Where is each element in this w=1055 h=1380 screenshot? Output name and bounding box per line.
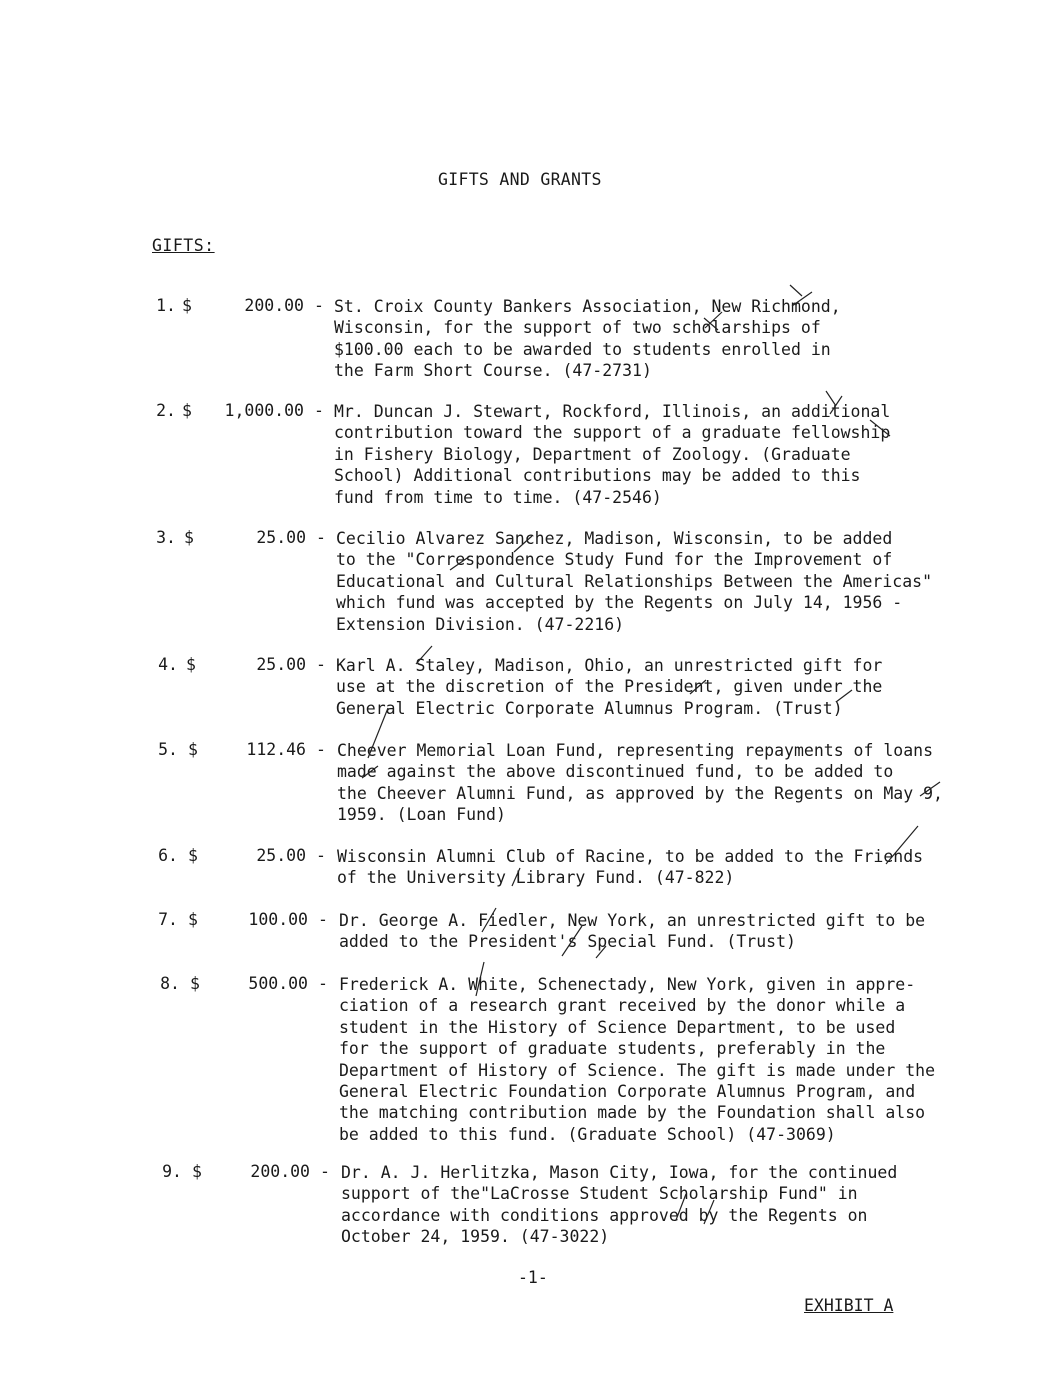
description-line: General Electric Corporate Alumnus Program. (Trust) xyxy=(336,698,843,718)
exhibit-label: EXHIBIT A xyxy=(804,1296,894,1315)
gift-description xyxy=(337,846,923,889)
entry-number: 3. xyxy=(156,528,176,547)
gift-amount: 100.00 xyxy=(248,910,308,929)
description-line: Wisconsin Alumni Club of Racine, to be added to the Friends xyxy=(337,847,924,866)
gift-description xyxy=(337,740,943,826)
description-line: be added to this fund. (Graduate School) (47-3069) xyxy=(339,1124,836,1144)
description-line: support of the"LaCrosse Student Scholarship Fund" in xyxy=(341,1184,858,1204)
description-line: School) Additional contributions may be added to this xyxy=(334,466,861,486)
dollar-sign: $ xyxy=(188,740,198,759)
dollar-sign: $ xyxy=(182,296,192,315)
description-line: Frederick A. White, Schenectady, New York, given in appre- xyxy=(339,975,916,994)
gift-amount: 200.00 xyxy=(250,1162,310,1181)
description-line: Dr. George A. Fiedler, New York, an unrestricted gift to be xyxy=(339,911,926,930)
description-line: Department of History of Science. The gift is made under the xyxy=(339,1060,936,1080)
separator-dash: - xyxy=(316,846,326,865)
description-line: $100.00 each to be awarded to students enrolled in xyxy=(334,339,831,359)
description-line: to the "Correspondence Study Fund for the Improvement of xyxy=(336,550,893,570)
entry-number: 1. xyxy=(156,296,176,315)
gift-description xyxy=(334,401,890,508)
gift-amount: 500.00 xyxy=(248,974,308,993)
entry-number: 5. xyxy=(158,740,178,759)
description-line: ciation of a research grant received by the donor while a xyxy=(339,996,906,1016)
entry-number: 2. xyxy=(156,401,176,420)
description-line: Mr. Duncan J. Stewart, Rockford, Illinois, an additional xyxy=(334,402,891,421)
description-line: Educational and Cultural Relationships Between the Americas" xyxy=(336,571,933,591)
description-line: Cheever Memorial Loan Fund, representing repayments of loans xyxy=(337,741,934,760)
dollar-sign: $ xyxy=(192,1162,202,1181)
gift-description xyxy=(339,974,935,1145)
gift-amount: 25.00 xyxy=(256,528,306,547)
description-line: the Cheever Alumni Fund, as approved by the Regents on May 9, xyxy=(337,783,943,803)
entry-number: 6. xyxy=(158,846,178,865)
description-line: the matching contribution made by the Foundation shall also xyxy=(339,1103,926,1123)
dollar-sign: $ xyxy=(186,655,196,674)
description-line: Karl A. Staley, Madison, Ohio, an unrestricted gift for xyxy=(336,656,883,675)
entry-number: 4. xyxy=(158,655,178,674)
page-number: -1- xyxy=(518,1268,548,1287)
description-line: the Farm Short Course. (47-2731) xyxy=(334,361,652,381)
description-line: which fund was accepted by the Regents on July 14, 1956 - xyxy=(336,593,903,613)
dollar-sign: $ xyxy=(184,528,194,547)
gift-amount: 25.00 xyxy=(256,846,306,865)
description-line: added to the President's Special Fund. (Trust) xyxy=(339,932,796,952)
separator-dash: - xyxy=(318,910,328,929)
dollar-sign: $ xyxy=(188,846,198,865)
gift-description xyxy=(336,655,882,719)
description-line: of the University Library Fund. (47-822) xyxy=(337,868,735,888)
description-line: 1959. (Loan Fund) xyxy=(337,805,506,825)
description-line: October 24, 1959. (47-3022) xyxy=(341,1227,610,1247)
description-line: Wisconsin, for the support of two scholarships of xyxy=(334,318,821,338)
description-line: General Electric Foundation Corporate Alumnus Program, and xyxy=(339,1082,916,1102)
dollar-sign: $ xyxy=(190,974,200,993)
gift-amount: 112.46 xyxy=(246,740,306,759)
gift-description xyxy=(336,528,932,635)
gift-description xyxy=(334,296,841,382)
separator-dash: - xyxy=(316,740,326,759)
gift-description xyxy=(339,910,925,953)
separator-dash: - xyxy=(320,1162,330,1181)
description-line: use at the discretion of the President, given under the xyxy=(336,677,883,697)
description-line: student in the History of Science Department, to be used xyxy=(339,1017,896,1037)
dollar-sign: $ xyxy=(188,910,198,929)
separator-dash: - xyxy=(316,655,326,674)
description-line: St. Croix County Bankers Association, New Richmond, xyxy=(334,297,841,316)
gift-amount: 1,000.00 xyxy=(224,401,304,420)
description-line: for the support of graduate students, preferably in the xyxy=(339,1039,886,1059)
separator-dash: - xyxy=(314,296,324,315)
gift-description xyxy=(341,1162,897,1248)
gift-amount: 200.00 xyxy=(244,296,304,315)
separator-dash: - xyxy=(318,974,328,993)
separator-dash: - xyxy=(316,528,326,547)
description-line: contribution toward the support of a graduate fellowship xyxy=(334,423,891,443)
separator-dash: - xyxy=(314,401,324,420)
description-line: made against the above discontinued fund, to be added to xyxy=(337,762,894,782)
entry-number: 8. xyxy=(160,974,180,993)
description-line: Cecilio Alvarez Sanchez, Madison, Wisconsin, to be added xyxy=(336,529,893,548)
dollar-sign: $ xyxy=(182,401,192,420)
description-line: Extension Division. (47-2216) xyxy=(336,614,625,634)
description-line: Dr. A. J. Herlitzka, Mason City, Iowa, for the continued xyxy=(341,1163,898,1182)
description-line: fund from time to time. (47-2546) xyxy=(334,487,662,507)
description-line: in Fishery Biology, Department of Zoology. (Graduate xyxy=(334,444,851,464)
document-title: GIFTS AND GRANTS xyxy=(438,170,602,189)
entry-number: 7. xyxy=(158,910,178,929)
section-heading-gifts: GIFTS: xyxy=(152,236,215,255)
entry-number: 9. xyxy=(162,1162,182,1181)
gift-amount: 25.00 xyxy=(256,655,306,674)
description-line: accordance with conditions approved by the Regents on xyxy=(341,1205,868,1225)
